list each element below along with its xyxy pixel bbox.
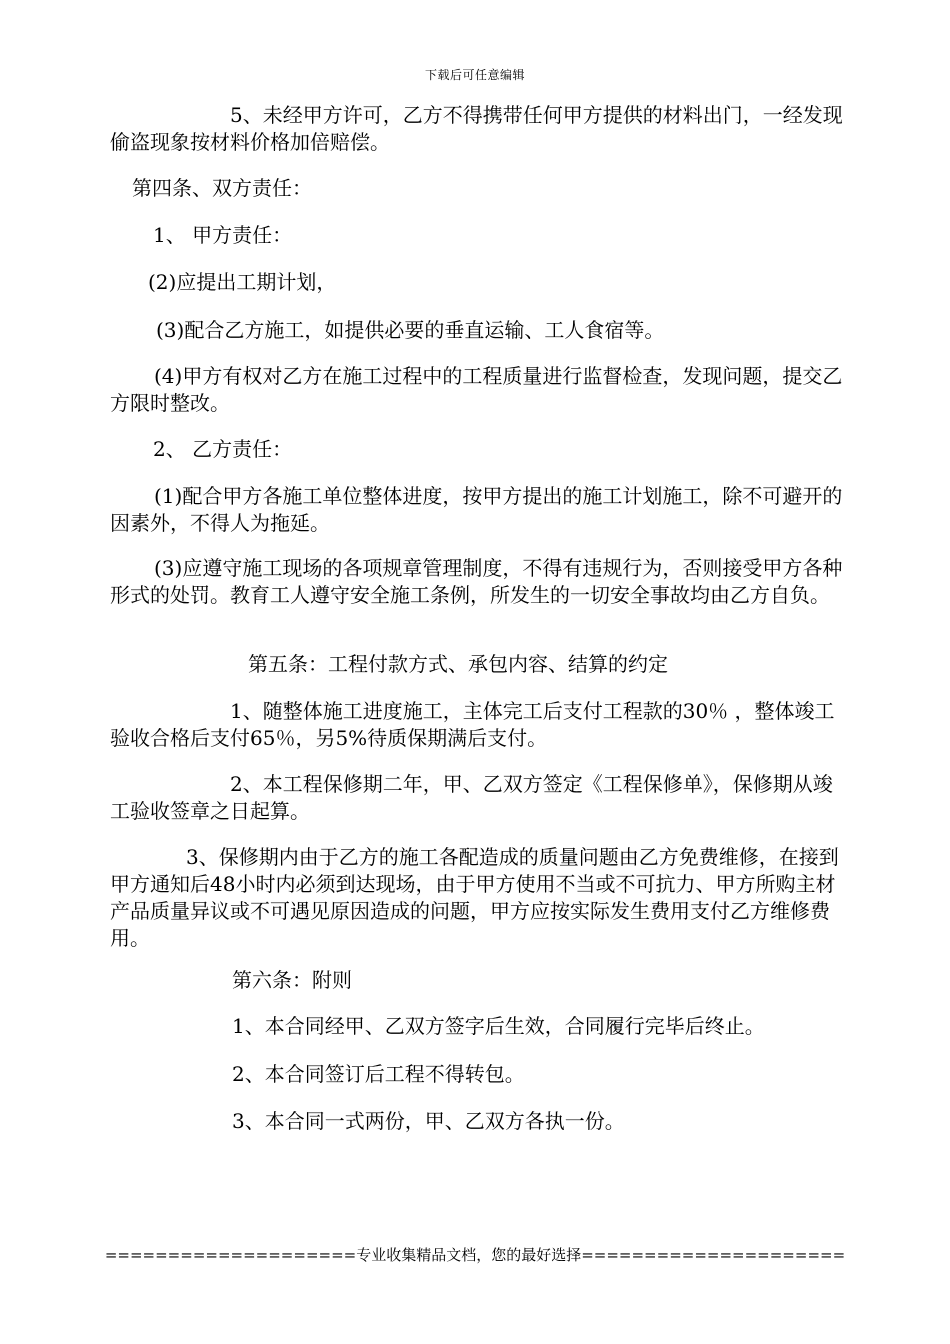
page-footer: ====================专业收集精品文档，您的最好选择===================== — [104, 1246, 846, 1264]
section-heading: 第五条：工程付款方式、承包内容、结算的约定 — [248, 652, 668, 676]
clause-paragraph: (2)应提出工期计划， — [148, 270, 337, 294]
clause-paragraph: 5、未经甲方许可，乙方不得携带任何甲方提供的材料出门，一经发现偷盗现象按材料价格加倍赔偿。 — [110, 103, 843, 154]
clause-paragraph: 2、本工程保修期二年，甲、乙双方签定《工程保修单》，保修期从竣工验收签章之日起算。 — [110, 772, 833, 823]
clause-paragraph: 3、本合同一式两份，甲、乙双方各执一份。 — [232, 1109, 625, 1133]
clause-paragraph: (1)配合甲方各施工单位整体进度，按甲方提出的施工计划施工，除不可避开的因素外，不得人为拖延。 — [110, 484, 843, 535]
clause-paragraph: 1、 甲方责任： — [153, 223, 293, 247]
clause-paragraph: 1、本合同经甲、乙双方签字后生效，合同履行完毕后终止。 — [232, 1014, 765, 1038]
section-heading: 第六条：附则 — [232, 968, 352, 992]
clause-paragraph: 2、本合同签订后工程不得转包。 — [232, 1062, 525, 1086]
clause-paragraph: (3)应遵守施工现场的各项规章管理制度，不得有违规行为，否则接受甲方各种形式的处罚。教育工人遵守安全施工条例，所发生的一切安全事故均由乙方自负。 — [110, 556, 843, 607]
page-header: 下载后可任意编辑 — [424, 68, 525, 82]
clause-paragraph: 1、随整体施工进度施工，主体完工后支付工程款的30％ ，整体竣工验收合格后支付65％，另5%待质保期满后支付。 — [110, 699, 835, 750]
clause-paragraph: 2、 乙方责任： — [153, 437, 293, 461]
clause-paragraph: (3)配合乙方施工，如提供必要的垂直运输、工人食宿等。 — [156, 318, 665, 342]
clause-paragraph: 3、保修期内由于乙方的施工各配造成的质量问题由乙方免费维修，在接到甲方通知后48小时内必须到达现场，由于甲方使用不当或不可抗力、甲方所购主材产品质量异议或不可遇见原因造成的问题，甲方应按实际发生费用支付乙方维修费用。 — [110, 845, 839, 950]
section-heading: 第四条、双方责任： — [132, 176, 312, 200]
clause-paragraph: (4)甲方有权对乙方在施工过程中的工程质量进行监督检查，发现问题，提交乙方限时整改。 — [110, 364, 843, 415]
